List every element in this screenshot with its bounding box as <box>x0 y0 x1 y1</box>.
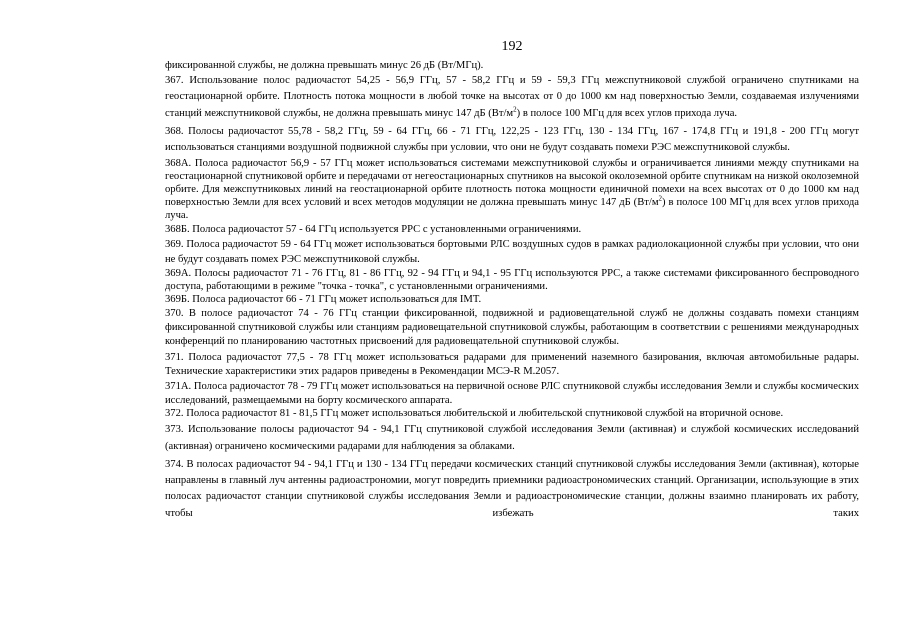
paragraph-continuation: фиксированной службы, не должна превышать минус 26 дБ (Вт/МГц). <box>165 60 484 71</box>
superscript-2: 2 <box>513 105 517 114</box>
superscript-2: 2 <box>658 194 663 203</box>
paragraph-369: 369. Полоса радиочастот 59 - 64 ГГц может использоваться бортовыми РЛС воздушных судов в рамках радиолокационной службы при условии, что они не будут создавать помех РЭС межспутниковой службы. <box>165 239 859 265</box>
paragraph-367-text: 367. Использование полос радиочастот 54,25 - 56,9 ГГц, 57 - 58,2 ГГц и 59 - 59,3 ГГц межспутниковой службой ограничено спутниками на геостационарной орбите. Плотность потока мощности в любой точке на высотах от 0 до 1000 км над поверхностью Земли, создаваемая излучениями станций межспутниковой службы, не должна превышать минус 147 дБ (Вт/м <box>165 74 859 119</box>
paragraph-368: 368. Полосы радиочастот 55,78 - 58,2 ГГц, 59 - 64 ГГц, 66 - 71 ГГц, 122,25 - 123 ГГц, 130 - 134 ГГц, 167 - 174,8 ГГц и 191,8 - 200 ГГц могут использоваться станциями воздушной подвижной службы при условии, что они не будут создавать помехи РЭС межспутниковой службы. <box>165 125 859 154</box>
paragraph-368b: 368Б. Полоса радиочастот 57 - 64 ГГц используется РРС с установленными ограничениями. <box>165 223 582 235</box>
paragraph-374: 374. В полосах радиочастот 94 - 94,1 ГГц и 130 - 134 ГГц передачи космических станций спутниковой службы исследования Земли (активная), которые направлены в главный луч антенны радиоастрономии, могут повредить приемники радиоастрономических станций. Организации, использующие в этих полосах радиочастот станции спутниковой службы исследования Земли и радиоастрономические станции, должны взаимно планировать их работу, чтобы избежать таких <box>165 458 859 519</box>
paragraph-369b: 369Б. Полоса радиочастот 66 - 71 ГГц может использоваться для IMT. <box>165 294 482 306</box>
paragraph-368a-text: 368А. Полоса радиочастот 56,9 - 57 ГГц может использоваться системами межспутниковой службы и ограничивается линиями между спутниками на геостационарной спутниковой орбите и передачами от негеостационарных спутников на высокой околоземной орбите спутникам на низкой околоземной орбите. Для межспутниковых линий на геостационарной орбите плотность потока мощности единичной помехи на всех высотах от 0 до 1000 км над поверхностью Земли для всех условий и всех методов модуляции не должна превышать минус 147 дБ (Вт/м <box>165 157 859 208</box>
paragraph-371a: 371А. Полоса радиочастот 78 - 79 ГГц может использоваться на первичной основе РЛС спутниковой службы исследования Земли и службы космических исследований, размещаемыми на борту космического аппарата. <box>165 380 859 406</box>
paragraph-369a: 369А. Полосы радиочастот 71 - 76 ГГц, 81 - 86 ГГц, 92 - 94 ГГц и 94,1 - 95 ГГц используются РРС, а также системами фиксированного беспроводного доступа, работающими в режиме "точка - точка", с установленными ограничениями. <box>165 268 859 293</box>
paragraph-371: 371. Полоса радиочастот 77,5 - 78 ГГц может использоваться радарами для применений наземного базирования, включая автомобильные радары. Технические характеристики этих радаров приведены в Рекомендации МСЭ-R M.2057. <box>165 352 859 378</box>
paragraph-368a <box>165 158 859 223</box>
paragraph-367 <box>165 73 859 122</box>
paragraph-372: 372. Полоса радиочастот 81 - 81,5 ГГц может использоваться любительской и любительской спутниковой службой на вторичной основе. <box>165 407 784 419</box>
paragraph-370: 370. В полосе радиочастот 74 - 76 ГГц станции фиксированной, подвижной и радиовещательной служб не должны создавать помехи станциям фиксированной спутниковой службы или станциям радиовещательной спутниковой службы, работающим в соответствии с решениями международных конференций по планированию частотных присвоений для радиовещательной спутниковой службы. <box>165 308 859 348</box>
page-number: 192 <box>501 39 523 54</box>
paragraph-373: 373. Использование полосы радиочастот 94 - 94,1 ГГц спутниковой службой исследования Земли (активная) и службой космических исследований (активная) ограничено космическими радарами для наблюдения за облаками. <box>165 424 859 452</box>
paragraph-367-tail: ) в полосе 100 МГц для всех углов прихода луча. <box>516 107 738 119</box>
document-page <box>165 38 859 522</box>
paragraph-368a-tail: ) в полосе 100 МГц для всех углов прихода луча. <box>165 196 859 221</box>
